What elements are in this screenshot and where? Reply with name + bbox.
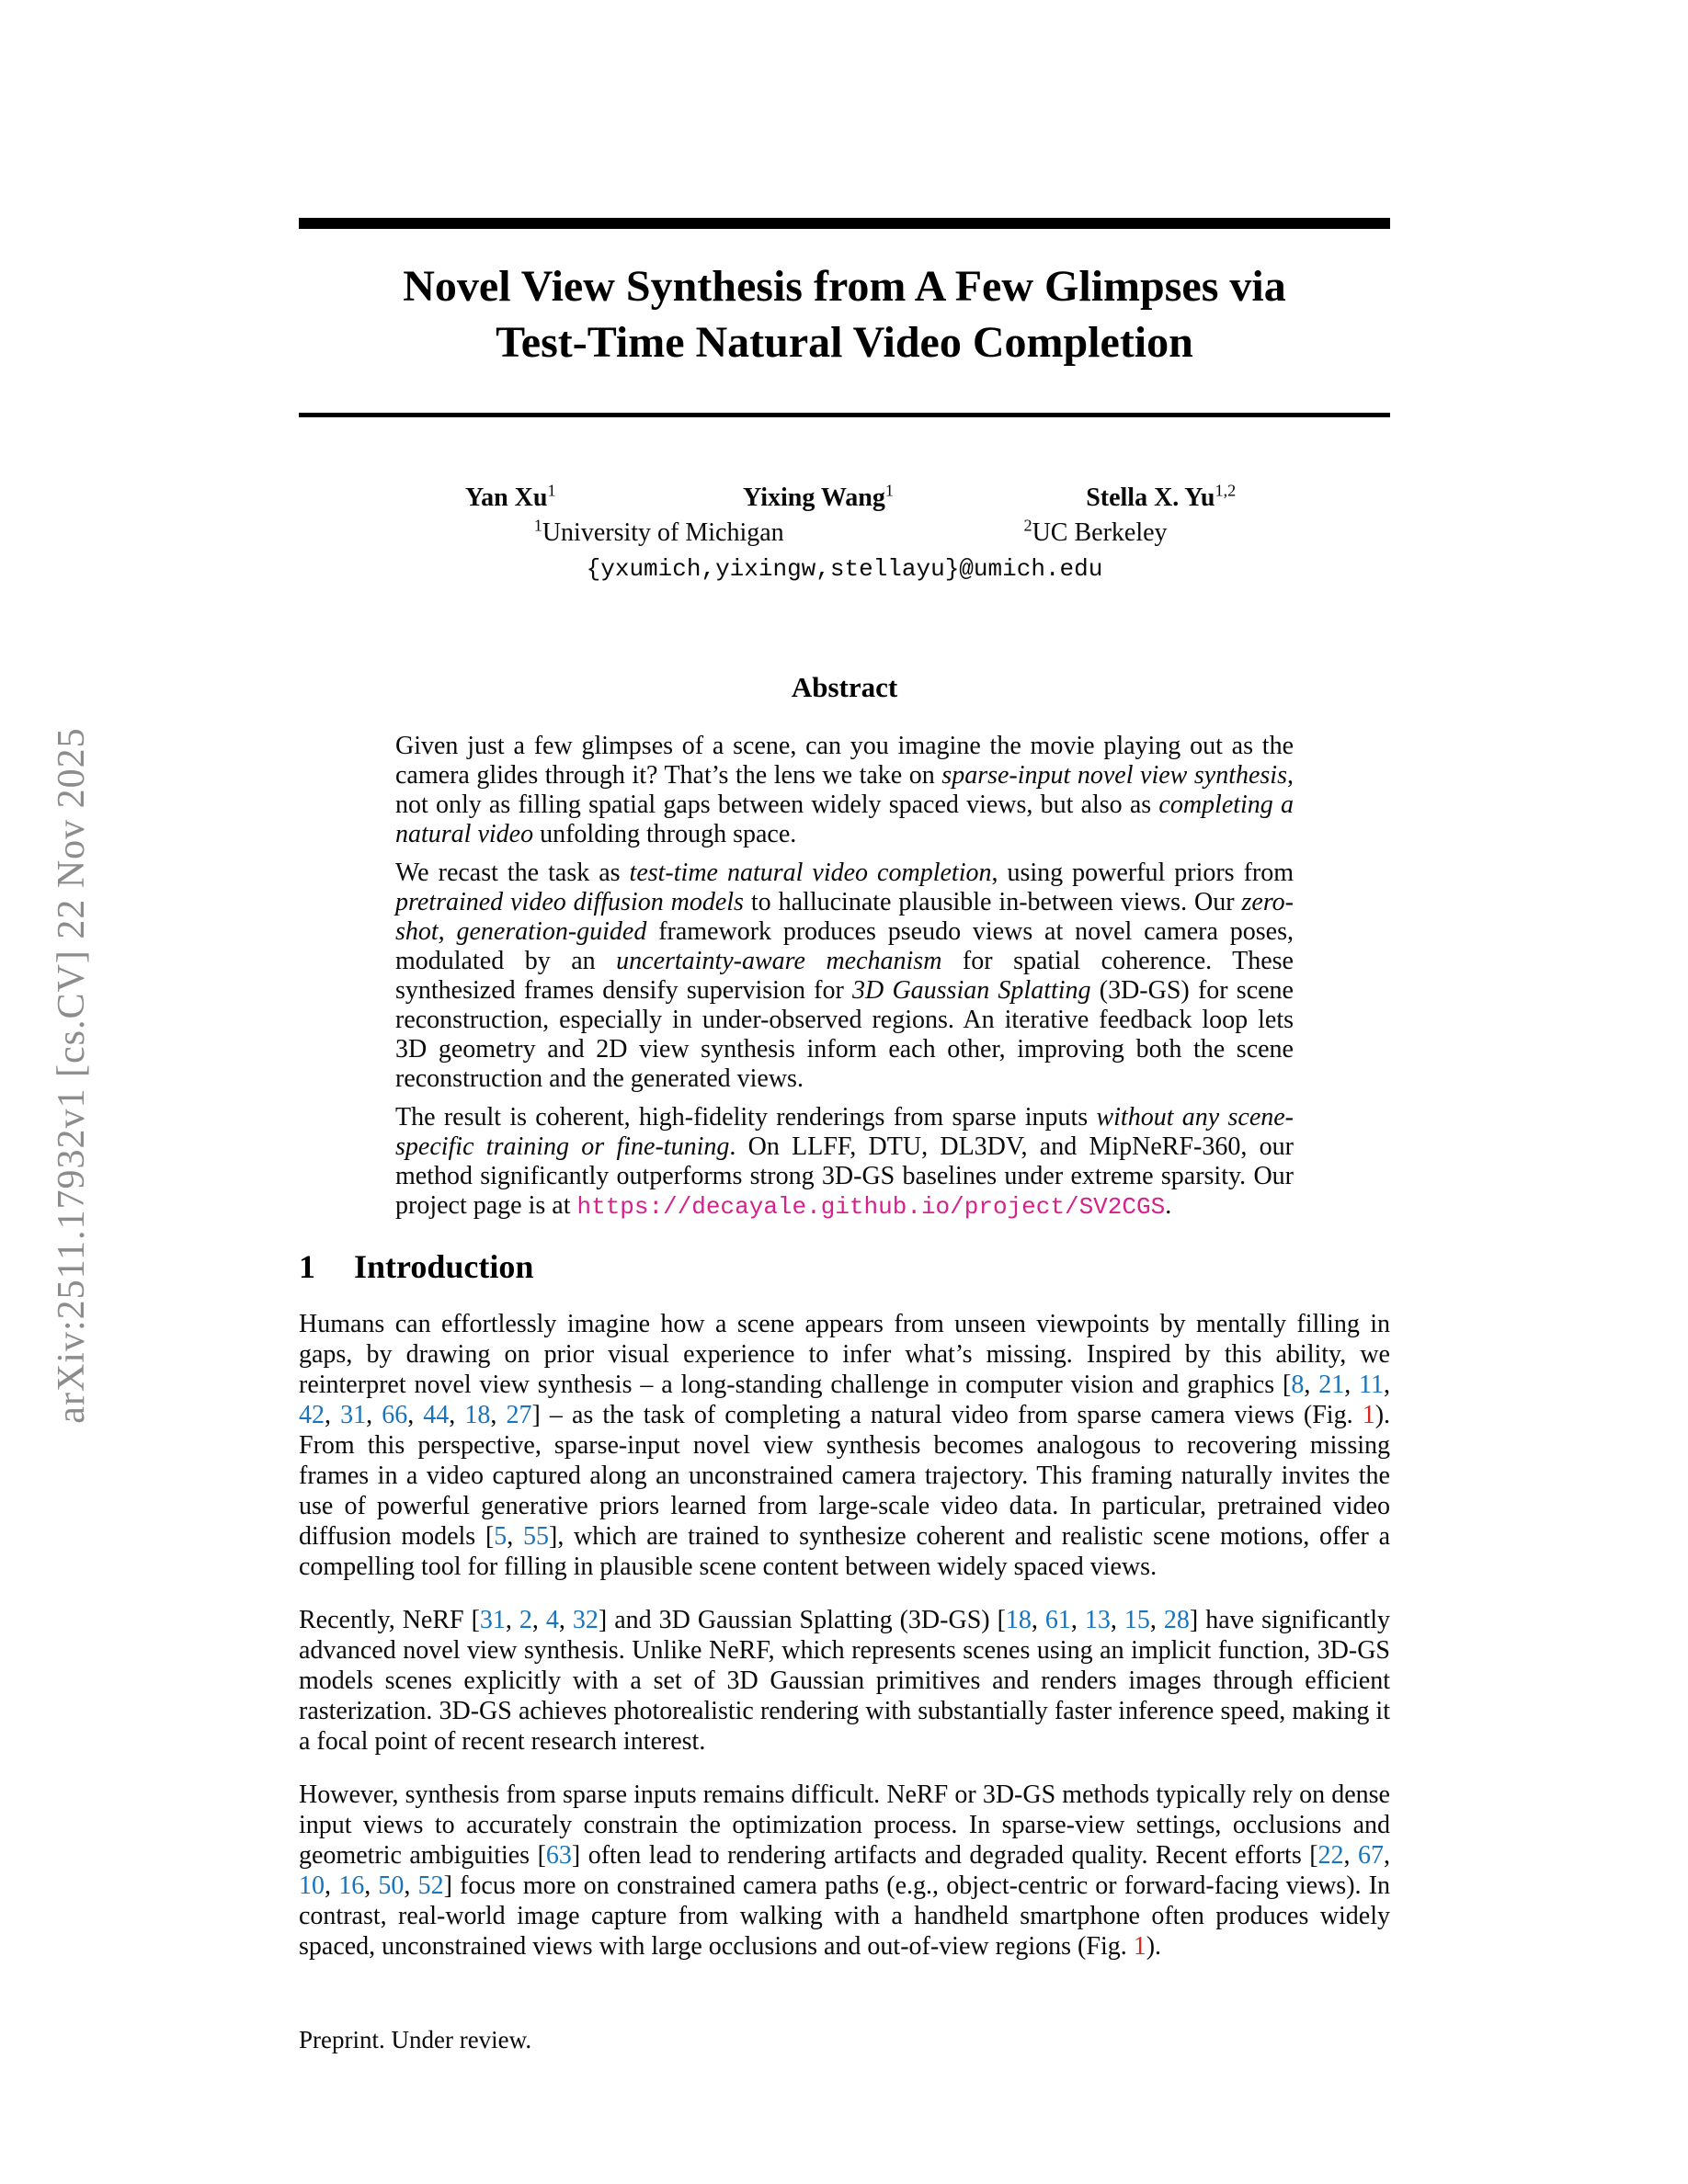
citation-link[interactable]: 50: [378, 1871, 405, 1900]
affiliation-uc-berkeley: [1023, 518, 1167, 548]
affiliation-name: University of Michigan: [542, 518, 784, 547]
text-segment: test-time natural video completion: [629, 859, 992, 887]
text-segment: Recently, NeRF: [299, 1606, 472, 1634]
affiliations-row: [299, 518, 1390, 550]
introduction-paragraph: Humans can effortlessly imagine how a scene appears from unseen viewpoints by mentally filling in gaps, by drawing on prior visual experience to infer what’s missing. Inspired by this ability, we reinterpret novel view synthesis – a long-standing challenge in computer vision and graphics [8, 21, 11, 42, 31, 66, 44, 18, 27] – as the task of completing a natural video from sparse camera views (Fig. 1). From this perspective, sparse-input novel view synthesis becomes analogous to recovering missing frames in a video captured along an unconstrained camera trajectory. This framing naturally invites the use of powerful generative priors learned from large-scale video data. In particular, pretrained video diffusion models [5, 55], which are trained to synthesize coherent and realistic scene motions, offer a compelling tool for filling in plausible scene content between widely spaced views.: [299, 1310, 1391, 1581]
author-affiliation-superscript: 1: [547, 481, 556, 500]
text-segment: .: [1165, 1191, 1172, 1220]
citation-link[interactable]: 67: [1358, 1841, 1385, 1870]
citation-link[interactable]: 52: [417, 1871, 444, 1900]
citation-link[interactable]: 8: [1291, 1371, 1305, 1399]
title-rule-bottom: [299, 413, 1390, 417]
author-affiliation-superscript: 1,2: [1215, 481, 1237, 500]
text-segment: zero-shot, generation-guided: [395, 888, 1295, 946]
citation-link[interactable]: 10: [299, 1871, 325, 1900]
text-segment: without any scene-specific training or fine-tuning: [395, 1103, 1295, 1161]
citation-link[interactable]: 22: [1317, 1841, 1344, 1870]
citation-link[interactable]: 61: [1044, 1606, 1071, 1634]
author-stella-yu: [1086, 483, 1236, 513]
citation-link[interactable]: 66: [382, 1401, 408, 1429]
abstract-heading: Abstract: [791, 671, 898, 703]
author-email-line: {yxumich,yixingw,stellayu}@umich.edu: [586, 555, 1103, 583]
citation-link[interactable]: 18: [464, 1401, 491, 1429]
text-segment: Humans can effortlessly imagine how a scene appears from unseen viewpoints by mentally filling in gaps, by drawing on prior visual experience to infer what’s missing. Inspired by this ability, we reinterpret novel view synthesis – a long-standing challenge in computer vision and graphics: [299, 1310, 1390, 1399]
citation-link[interactable]: 63: [545, 1841, 572, 1870]
author-name: Yan Xu: [464, 483, 548, 512]
section-number: 1: [299, 1248, 315, 1285]
text-segment: for spatial coherence. These synthesized frames densify supervision for: [395, 947, 1294, 1005]
introduction-paragraph: However, synthesis from sparse inputs remains difficult. NeRF or 3D-GS methods typically rely on dense input views to accurately constrain the optimization process. In sparse-view settings, occlusions and geometric ambiguities [63] often lead to rendering artifacts and degraded quality. Recent efforts [22, 67, 10, 16, 50, 52] focus more on constrained camera paths (e.g., object-centric or forward-facing views). In contrast, real-world image capture from walking with a handheld smartphone often produces widely spaced, unconstrained views with large occlusions and out-of-view regions (Fig. 1).: [299, 1780, 1391, 1961]
authors-row: [299, 483, 1390, 517]
text-segment: unfolding through space.: [533, 820, 797, 848]
text-segment: Given just a few glimpses of a scene, can you imagine the movie playing out as the camera glides through it? That’s the lens we take on: [395, 732, 1294, 790]
text-segment: However, synthesis from sparse inputs remains difficult. NeRF or 3D-GS methods typically rely on dense input views to accurately constrain the optimization process. In sparse-view settings, occlusions and geometric ambiguities: [299, 1780, 1390, 1870]
citation-link[interactable]: 31: [479, 1606, 506, 1634]
title-line-1: Novel View Synthesis from A Few Glimpses via: [403, 262, 1286, 311]
text-segment: and 3D Gaussian Splatting (3D-GS): [607, 1606, 998, 1634]
figure-reference-link[interactable]: 1: [1362, 1401, 1375, 1429]
citation-link[interactable]: 15: [1123, 1606, 1150, 1634]
author-yan-xu: [465, 483, 556, 513]
abstract-paragraph: [395, 859, 1294, 1094]
text-segment: . On LLFF, DTU, DL3DV, and MipNeRF-360, our method significantly outperforms strong 3D-GS baselines under extreme sparsity. Our project page is at: [395, 1132, 1294, 1220]
abstract-paragraph: [395, 732, 1294, 849]
citation-link[interactable]: 2: [519, 1606, 532, 1634]
citation-link[interactable]: 27: [506, 1401, 532, 1429]
author-name: Yixing Wang: [743, 483, 885, 512]
affiliation-name: UC Berkeley: [1032, 518, 1168, 547]
citation-link[interactable]: 18: [1005, 1606, 1032, 1634]
abstract-paragraph: [395, 1103, 1294, 1222]
citation-link[interactable]: 42: [299, 1401, 325, 1429]
figure-reference-link[interactable]: 1: [1133, 1932, 1146, 1961]
text-segment: ). From this perspective, sparse-input novel view synthesis becomes analogous to recovering missing frames in a video captured along an unconstrained camera trajectory. This framing naturally invites the use of powerful generative priors learned from large-scale video data. In particular, pretrained video diffusion models: [299, 1401, 1391, 1551]
citation-link[interactable]: 4: [545, 1606, 559, 1634]
text-segment: – as the task of completing a natural video from sparse camera views (Fig.: [540, 1401, 1363, 1429]
citation-link[interactable]: 44: [423, 1401, 450, 1429]
section-heading-introduction: [299, 1247, 1390, 1286]
text-segment: often lead to rendering artifacts and degraded quality. Recent efforts: [580, 1841, 1310, 1870]
text-segment: , not only as filling spatial gaps between widely spaced views, but also as: [395, 761, 1294, 819]
section-title: Introduction: [354, 1248, 534, 1285]
citation-link[interactable]: 13: [1084, 1606, 1111, 1634]
text-segment: The result is coherent, high-fidelity renderings from sparse inputs: [395, 1103, 1097, 1132]
text-segment: ).: [1146, 1932, 1162, 1961]
project-url-link[interactable]: https://decayale.github.io/project/SV2CGS: [576, 1193, 1166, 1221]
citation-link[interactable]: 21: [1318, 1371, 1345, 1399]
author-yixing-wang: [743, 483, 894, 513]
title-rule-top: [299, 218, 1390, 229]
text-segment: 3D Gaussian Splatting: [852, 976, 1091, 1005]
text-segment: completing a natural video: [395, 791, 1294, 848]
citation-link[interactable]: 11: [1359, 1371, 1385, 1399]
text-segment: to hallucinate plausible in-between views. Our: [743, 888, 1242, 916]
introduction-paragraph: Recently, NeRF [31, 2, 4, 32] and 3D Gaussian Splatting (3D-GS) [18, 61, 13, 15, 28] have significantly advanced novel view synthesis. Unlike NeRF, which represents scenes using an implicit function, 3D-GS models scenes explicitly with a set of 3D Gaussian primitives and renders images through efficient rasterization. 3D-GS achieves photorealistic rendering with substantially faster inference speed, making it a focal point of recent research interest.: [299, 1606, 1391, 1756]
citation-link[interactable]: 28: [1163, 1606, 1190, 1634]
author-name: Stella X. Yu: [1086, 483, 1215, 512]
text-segment: focus more on constrained camera paths (e.g., object-centric or forward-facing views). In contrast, real-world image capture from walking with a handheld smartphone often produces widely spaced, unconstrained views with large occlusions and out-of-view regions (Fig.: [299, 1871, 1391, 1961]
citation-link[interactable]: 5: [494, 1522, 508, 1551]
affiliation-university-of-michigan: [534, 518, 784, 548]
text-segment: sparse-input novel view synthesis: [941, 761, 1287, 790]
title-line-2: Test-Time Natural Video Completion: [496, 318, 1193, 367]
paper-content: [299, 0, 1390, 1962]
arxiv-watermark: arXiv:2511.17932v1 [cs.CV] 22 Nov 2025: [51, 727, 93, 1424]
citation-link[interactable]: 32: [572, 1606, 599, 1634]
text-segment: have significantly advanced novel view synthesis. Unlike NeRF, which represents scenes using an implicit function, 3D-GS models scenes explicitly with a set of 3D Gaussian primitives and renders images through efficient rasterization. 3D-GS achieves photorealistic rendering with substantially faster inference speed, making it a focal point of recent research interest.: [299, 1606, 1391, 1756]
text-segment: We recast the task as: [395, 859, 630, 887]
text-segment: uncertainty-aware mechanism: [616, 947, 942, 975]
citation-link[interactable]: 16: [338, 1871, 365, 1900]
citation-link[interactable]: 55: [523, 1522, 549, 1551]
text-segment: , which are trained to synthesize coherent and realistic scene motions, offer a compelling tool for filling in plausible scene content between widely spaced views.: [299, 1522, 1390, 1581]
affiliation-superscript: 1: [533, 516, 542, 535]
text-segment: , using powerful priors from: [991, 859, 1294, 887]
citation-link[interactable]: 31: [340, 1401, 367, 1429]
text-segment: (3D-GS) for scene reconstruction, especially in under-observed regions. An iterative feedback loop lets 3D geometry and 2D view synthesis inform each other, improving both the scene reconstruction and the generated views.: [395, 976, 1294, 1093]
abstract-body: [395, 732, 1294, 1222]
preprint-footer-note: Preprint. Under review.: [299, 2026, 532, 2053]
paper-title: [299, 258, 1390, 370]
text-segment: framework produces pseudo views at novel camera poses, modulated by an: [395, 917, 1294, 975]
affiliation-superscript: 2: [1023, 516, 1032, 535]
author-affiliation-superscript: 1: [884, 481, 894, 500]
text-segment: pretrained video diffusion models: [395, 888, 744, 916]
